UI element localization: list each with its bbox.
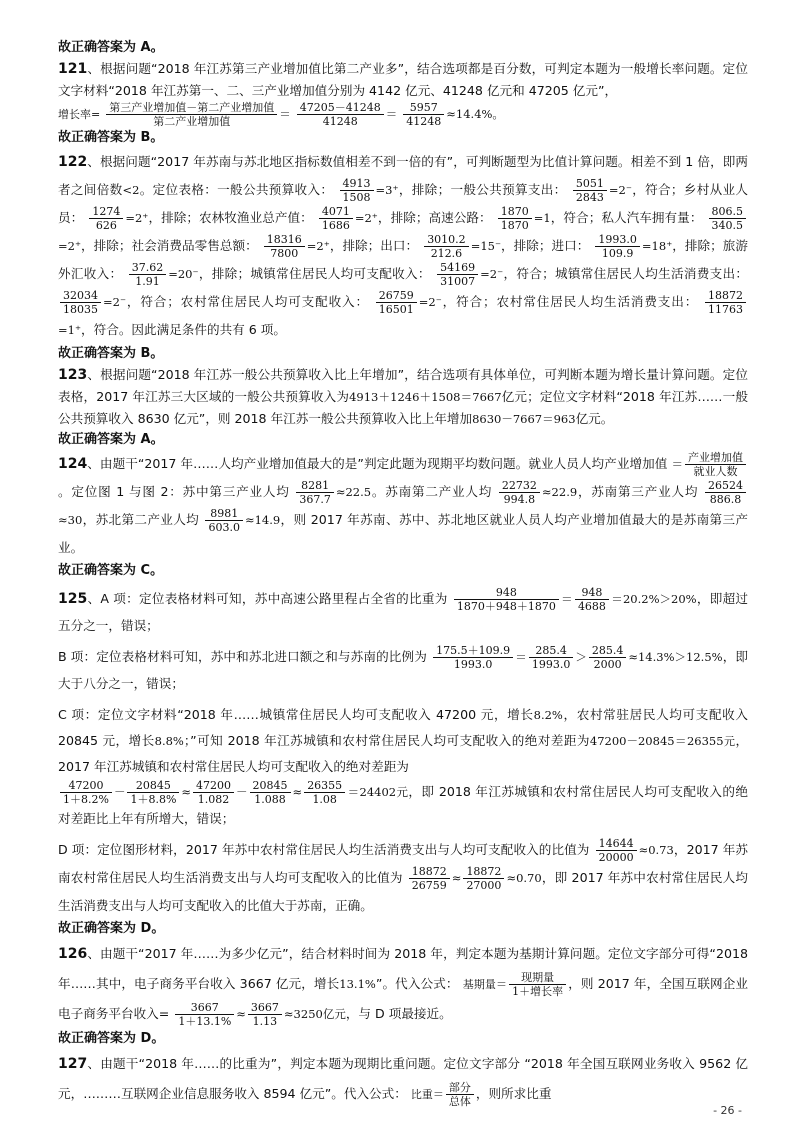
fraction: $\frac{4913}{1508}$	[340, 177, 374, 204]
fraction: $\frac{948}{4688}$	[575, 586, 609, 613]
answer-line: 故正确答案为 A。	[58, 432, 164, 447]
fraction: $\frac{47200}{1.082}$	[193, 779, 234, 806]
question-125-d: D 项：定位图形材料，2017 年苏中农村常住居民人均生活消费支出与人均可支配收入的比值为 $\frac{14644}{20000}$ ≈0.73，2017 年苏南农村常住居民人均生活消费支出与人均可支配收入的比值为 $\frac{18872}{26759}$ ≈ $\frac{18872}{27000}$ ≈0.70，即 2017 年苏中农村常住居民人均生活消费支出与人均可支配收入的比值大于苏南，正确。	[58, 837, 749, 913]
page-number: - 26 -	[713, 1104, 742, 1117]
answer-line: 故正确答案为 D。	[58, 921, 165, 936]
answer-line: 故正确答案为 A。	[58, 40, 164, 55]
fraction: $\frac{806.5}{340.5}$	[709, 205, 747, 232]
fraction: $\frac{18872}{26759}$	[409, 865, 450, 892]
fraction: $\frac{1870}{1870}$	[498, 205, 532, 232]
answer-line: 故正确答案为 B。	[58, 130, 164, 145]
fraction: $\frac{18872}{27000}$	[463, 865, 504, 892]
answer-line: 故正确答案为 C。	[58, 563, 164, 578]
formula-label: 增长率=	[58, 108, 101, 121]
fraction: $\frac{22732}{994.8}$	[499, 479, 540, 506]
fraction: $\frac{20845}{1.088}$	[250, 779, 291, 806]
fraction: $\frac{32034}{18035}$	[60, 289, 101, 316]
fraction: $\frac{\text{现期量}}{\text{1＋增长率}}$	[509, 971, 566, 998]
fraction: $\frac{\text{部分}}{\text{总体}}$	[446, 1081, 474, 1108]
fraction: $\frac{175.5+109.9}{1993.0}$	[433, 644, 513, 671]
fraction: $\frac{5051}{2843}$	[573, 177, 607, 204]
question-125-b: B 项：定位表格材料可知，苏中和苏北进口额之和与苏南的比例为 $\frac{175.5+109.9}{1993.0}$ ＝ $\frac{285.4}{1993.0}$ ＞ $\frac{285.4}{2000}$ ≈14.3%＞12.5%，即大于八分之一，错误；	[58, 644, 749, 691]
question-number: 126	[58, 946, 88, 962]
question-number: 121	[58, 61, 88, 77]
question-number: 123	[58, 367, 88, 383]
fraction: $\frac{1993.0}{109.9}$	[595, 233, 640, 260]
fraction: $\frac{26759}{16501}$	[376, 289, 417, 316]
fraction: $\frac{18872}{11763}$	[705, 289, 746, 316]
fraction: $\frac{26524}{886.8}$	[705, 479, 746, 506]
answer-line: 故正确答案为 B。	[58, 346, 164, 361]
fraction: $\frac{\text{第三产业增加值－第二产业增加值}}{\text{第二产业增加值}}$	[106, 101, 277, 128]
question-122: 122、根据问题“2017 年苏南与苏北地区指标数值相差不到一倍的有”，可判断题型为比值计算问题。相差不到 1 倍，即两者之间倍数<2。定位表格：一般公共预算收入： $\frac{4913}{1508}$ =3⁺，排除；一般公共预算支出： $\frac{5051}{2843}$ =2⁻，符合；乡村从业人员： $\frac{1274}{626}$ =2⁺，排除；农林牧渔业总产值： $\frac{4071}{1686}$ =2⁺，排除；高速公路： $\frac{1870}{1870}$ =1，符合；私人汽车拥有量： $\frac{806.5}{340.5}$ =2⁺，排除；社会消费品零售总额： $\frac{18316}{7800}$ =2⁺，排除；出口： $\frac{3010.2}{212.6}$ =15⁻，排除；进口： $\frac{1993.0}{109.9}$ =18⁺，排除；旅游外汇收入： $\frac{37.62}{1.91}$ =20⁻，排除；城镇常住居民人均可支配收入： $\frac{54169}{31007}$ =2⁻，符合；城镇常住居民人均生活消费支出： $\frac{32034}{18035}$ =2⁻，符合；农村常住居民人均可支配收入： $\frac{26759}{16501}$ =2⁻，符合；农村常住居民人均生活消费支出： $\frac{18872}{11763}$ =1⁺，符合。因此满足条件的共有 6 项。	[58, 154, 748, 337]
fraction: $\frac{\text{产业增加值}}{\text{就业人数}}$	[685, 451, 746, 478]
fraction: $\frac{54169}{31007}$	[437, 261, 478, 288]
fraction: $\frac{5957}{41248}$	[403, 101, 444, 128]
fraction: $\frac{1274}{626}$	[89, 205, 123, 232]
question-number: 127	[58, 1056, 88, 1072]
fraction: $\frac{3667}{1.13}$	[248, 1001, 282, 1028]
fraction: $\frac{26355}{1.08}$	[304, 779, 345, 806]
fraction: $\frac{8981}{603.0}$	[205, 507, 243, 534]
fraction: $\frac{18316}{7800}$	[264, 233, 305, 260]
fraction: $\frac{285.4}{1993.0}$	[529, 644, 574, 671]
question-number: 122	[58, 154, 88, 170]
question-121: 121、根据问题“2018 年江苏第三产业增加值比第二产业多”，结合选项都是百分数，可判定本题为一般增长率问题。定位文字材料“2018 年江苏第一、二、三产业增加值分别为 4142 亿元、41248 亿元和 47205 亿元”， 增长率= $\frac{\text{第三产业增加值－第二产业增加值}}{\text{第二产业增加值}}$ ＝ $\frac{47205-41248}{41248}$ ＝ $\frac{5957}{41248}$ ≈14.4%。	[58, 61, 748, 128]
question-127: 127、由题干“2018 年……的比重为”，判定本题为现期比重问题。定位文字部分 “2018 年全国互联网业务收入 9562 亿元，………互联网企业信息服务收入 8594 亿元”。代入公式： 比重＝ $\frac{\text{部分}}{\text{总体}}$ ，则所求比重	[58, 1056, 748, 1108]
fraction: $\frac{3010.2}{212.6}$	[424, 233, 469, 260]
question-125-c: C 项：定位文字材料“2018 年……城镇常住居民人均可支配收入 47200 元，增长8.2%，农村常驻居民人均可支配收入 20845 元，增长8.8%；”可知 2018 年江苏城镇和农村常住居民人均可支配收入的绝对差距为47200－20845＝26355元，2017 年江苏城镇和农村常住居民人均可支配收入的绝对差距为 $\frac{47200}{1+8.2\%}$ － $\frac{20845}{1+8.8\%}$ ≈ $\frac{47200}{1.082}$ － $\frac{20845}{1.088}$ ≈ $\frac{26355}{1.08}$ ＝24402元，即 2018 年江苏城镇和农村常住居民人均可支配收入的绝对差距比上年有所增大，错误；	[58, 707, 749, 826]
fraction: $\frac{47200}{1+8.2\%}$	[60, 779, 112, 806]
fraction: $\frac{20845}{1+8.8\%}$	[127, 779, 179, 806]
question-number: 124	[58, 456, 88, 472]
fraction: $\frac{47205-41248}{41248}$	[297, 101, 384, 128]
answer-line: 故正确答案为 D。	[58, 1031, 165, 1046]
question-number: 125	[58, 591, 88, 607]
fraction: $\frac{948}{1870+948+1870}$	[454, 586, 559, 613]
question-123: 123、根据问题“2018 年江苏一般公共预算收入比上年增加”，结合选项有具体单位，可判断本题为增长量计算问题。定位表格，2017 年江苏三大区域的一般公共预算收入为4913＋1246＋1508＝7667亿元；定位文字材料“2018 年江苏……一般公共预算收入 8630 亿元”，则 2018 年江苏一般公共预算收入比上年增加8630－7667＝963亿元。	[58, 367, 748, 426]
fraction: $\frac{14644}{20000}$	[596, 837, 637, 864]
question-126: 126、由题干“2017 年……为多少亿元”，结合材料时间为 2018 年，判定本题为基期计算问题。定位文字部分可得“2018 年……其中，电子商务平台收入 3667 亿元，增长13.1%”。代入公式： 基期量＝ $\frac{\text{现期量}}{\text{1＋增长率}}$ ，则 2017 年，全国互联网企业电子商务平台收入= $\frac{3667}{1+13.1\%}$ ≈ $\frac{3667}{1.13}$ ≈3250亿元，与 D 项最接近。	[58, 946, 749, 1028]
fraction: $\frac{285.4}{2000}$	[589, 644, 627, 671]
fraction: $\frac{3667}{1+13.1\%}$	[175, 1001, 234, 1028]
page-content	[58, 38, 748, 1109]
fraction: $\frac{37.62}{1.91}$	[129, 261, 167, 288]
question-125-a: 125、A 项：定位表格材料可知，苏中高速公路里程占全省的比重为 $\frac{948}{1870+948+1870}$ ＝ $\frac{948}{4688}$ ＝20.2%＞20%，即超过五分之一，错误；	[58, 586, 749, 633]
fraction: $\frac{8281}{367.7}$	[296, 479, 334, 506]
question-124: 124、由题干“2017 年……人均产业增加值最大的是”判定此题为现期平均数问题。就业人员人均产业增加值 ＝ $\frac{\text{产业增加值}}{\text{就业人数}}$ 。定位图 1 与图 2：苏中第三产业人均 $\frac{8281}{367.7}$ ≈22.5。苏南第二产业人均 $\frac{22732}{994.8}$ ≈22.9，苏南第三产业人均 $\frac{26524}{886.8}$ ≈30，苏北第二产业人均 $\frac{8981}{603.0}$ ≈14.9，则 2017 年苏南、苏中、苏北地区就业人员人均产业增加值最大的是苏南第三产业。	[58, 451, 748, 555]
fraction: $\frac{4071}{1686}$	[319, 205, 353, 232]
